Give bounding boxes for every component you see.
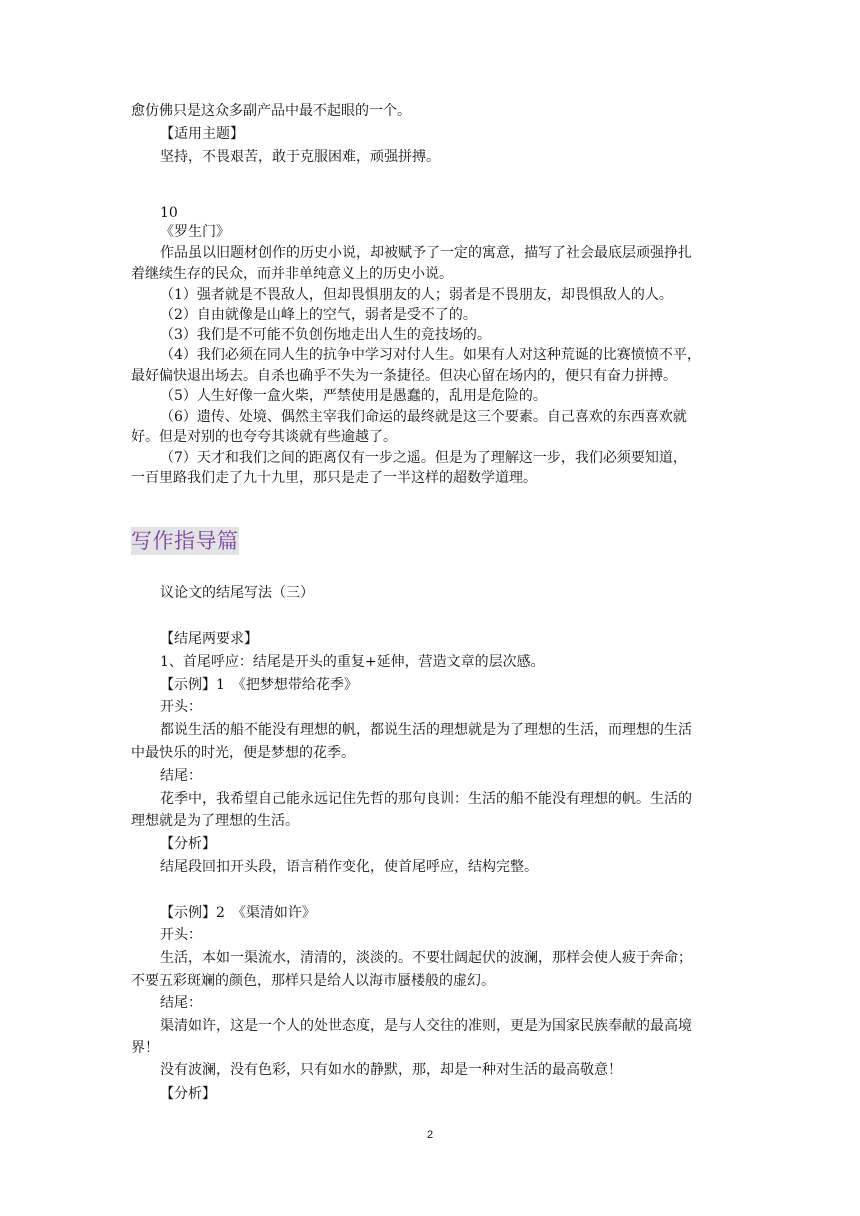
- section-subtitle: 议论文的结尾写法（三）: [160, 585, 314, 601]
- ending-text: 花季中，我希望自己能永远记住先哲的那句良训：生活的船不能没有理想的帆。生活的: [160, 791, 692, 807]
- analysis-text: 结尾段回扣开头段，语言稍作变化，使首尾呼应，结构完整。: [160, 859, 538, 875]
- example-label: 【示例】2 《渠清如许》: [160, 905, 316, 921]
- quote-line: （7）天才和我们之间的距离仅有一步之遥。但是为了理解这一步，我们必须要知道，: [160, 450, 687, 466]
- example-label: 【示例】1 《把梦想带给花季》: [160, 677, 358, 693]
- quote-line: （1）强者就是不畏敌人，但却畏惧朋友的人；弱者是不畏朋友，却畏惧敌人的人。: [160, 287, 673, 303]
- intro-line: 作品虽以旧题材创作的历史小说，却被赋予了一定的寓意，描写了社会最底层顽强挣扎: [160, 245, 692, 261]
- ending-label: 结尾：: [160, 768, 202, 784]
- quote-line: （6）遗传、处境、偶然主宰我们命运的最终就是这三个要素。自己喜欢的东西喜欢就: [160, 409, 687, 425]
- opening-label: 开头：: [160, 699, 202, 715]
- ending-text: 界！: [131, 1040, 159, 1056]
- item-number: 10: [160, 205, 178, 221]
- ending-text: 没有波澜，没有色彩，只有如水的静默，那，却是一种对生活的最高敬意！: [160, 1062, 622, 1078]
- analysis-label: 【分析】: [160, 1086, 216, 1102]
- work-title: 《罗生门》: [160, 224, 230, 240]
- quote-line: （4）我们必须在同人生的抗争中学习对付人生。如果有人对这种荒诞的比赛愤愤不平，: [160, 347, 701, 363]
- opening-text: 生活，本如一渠流水，清清的，淡淡的。不要壮阔起伏的波澜，那样会使人疲于奔命；: [160, 950, 692, 966]
- opening-label: 开头：: [160, 927, 202, 943]
- opening-text: 不要五彩斑斓的颜色，那样只是给人以海市蜃楼般的虚幻。: [131, 973, 495, 989]
- intro-line: 着继续生存的民众，而并非单纯意义上的历史小说。: [131, 266, 453, 282]
- analysis-label: 【分析】: [160, 836, 216, 852]
- text-line: 愈仿佛只是这众多副产品中最不起眼的一个。: [131, 103, 411, 119]
- opening-text: 中最快乐的时光，便是梦想的花季。: [131, 745, 355, 761]
- ending-label: 结尾：: [160, 995, 202, 1011]
- theme-label: 【适用主题】: [160, 126, 244, 142]
- quote-line: （2）自由就像是山峰上的空气，弱者是受不了的。: [160, 307, 477, 323]
- opening-text: 都说生活的船不能没有理想的帆，都说生活的理想就是为了理想的生活，而理想的生活: [160, 722, 692, 738]
- ending-text: 渠清如许，这是一个人的处世态度，是与人交往的准则，更是为国家民族奉献的最高境: [160, 1018, 692, 1034]
- section-heading: 写作指导篇: [131, 529, 239, 553]
- page-number: 2: [426, 1129, 434, 1141]
- quote-line: （3）我们是不可能不负创伤地走出人生的竞技场的。: [160, 327, 491, 343]
- requirement-text: 1、首尾呼应：结尾是开头的重复+延伸，营造文章的层次感。: [160, 654, 545, 670]
- theme-text: 坚持，不畏艰苦，敢于克服困难，顽强拼搏。: [160, 149, 440, 165]
- quote-line: 一百里路我们走了九十九里，那只是走了一半这样的超数学道理。: [131, 470, 537, 486]
- quote-line: （5）人生好像一盒火柴，严禁使用是愚蠢的，乱用是危险的。: [160, 388, 547, 404]
- quote-line: 好。但是对别的也夸夸其谈就有些逾越了。: [131, 429, 397, 445]
- ending-text: 理想就是为了理想的生活。: [131, 813, 299, 829]
- requirement-label: 【结尾两要求】: [160, 631, 258, 647]
- quote-line: 最好偏快退出场去。自杀也确乎不失为一条捷径。但决心留在场内的，便只有奋力拼搏。: [131, 368, 677, 384]
